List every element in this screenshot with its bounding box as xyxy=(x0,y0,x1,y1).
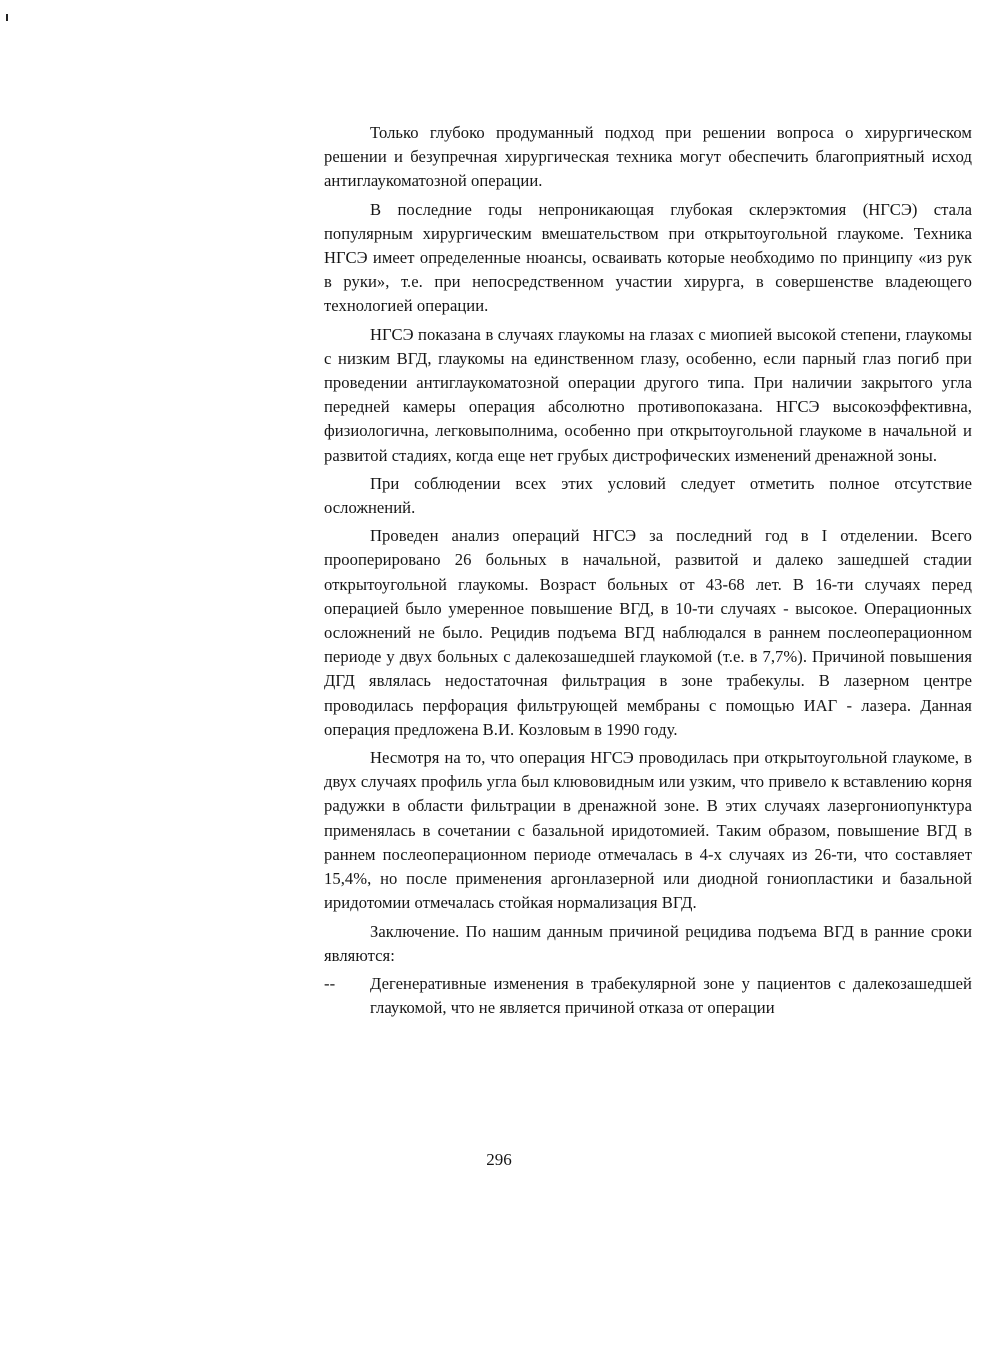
paragraph-no-complications: При соблюдении всех этих условий следует отметить полное отсутствие осложнений. xyxy=(324,473,972,518)
paragraph-intro: Только глубоко продуманный подход при решении вопроса о хирургическом решении и безупречная хирургическая техника могут обеспечить благоприятный исход антиглаукоматозной операции. xyxy=(324,123,972,191)
paragraph-indications: НГСЭ показана в случаях глаукомы на глазах с миопией высокой степени, глаукомы с низким ВГД, глаукомы на единственном глазу, особенно, если парный глаз погиб при проведении антиглаукоматозной операции другого типа. При наличии закрытого угла передней камеры операция абсолютно противопоказана. НГСЭ высокоэффективна, физиологична, легковыполнима, особенно при открытоугольной глаукоме в начальной и развитой стадиях, когда еще нет грубых дистрофических изменений дренажной зоны. xyxy=(324,324,972,465)
paragraph-conclusion: Заключение. По нашим данным причиной рецидива подъема ВГД в ранние сроки являются: xyxy=(324,921,972,965)
paragraph-angle-profile: Несмотря на то, что операция НГСЭ проводилась при открытоугольной глаукоме, в двух случаях профиль угла был клювовидным или узким, что привело к вставлению корня радужки в области фильтрации в дренажной зоне. В этих случаях лазергониопунктура применялась в сочетании с базальной иридотомией. Таким образом, повышение ВГД в раннем послеоперационном периоде отмечалась в 4-х случаях из 26-ти, что составляет 15,4%, но после применения аргонлазерной или диодной гониопластики и базальной иридотомии отмечалась стойкая нормализация ВГД. xyxy=(324,748,972,913)
paragraph-analysis: Проведен анализ операций НГСЭ за последний год в I отделении. Всего прооперировано 26 больных в начальной, развитой и далеко зашедшей стадии открытоугольной глаукомы. Возраст больных от 43-68 лет. В 16-ти случаях перед операцией было умеренное повышение ВГД, в 10-ти случаях - высокое. Операционных осложнений не было. Рецидив подъема ВГД наблюдался в раннем послеоперационном периоде у двух больных с далекозашедшей глаукомой (т.е. в 7,7%). Причиной повышения ДГД являлась недостаточная фильтрация в зоне трабекулы. В лазерном центре проводилась перфорация фильтрующей мембраны с помощью ИАГ - лазера. Данная операция предложена В.И. Козловым в 1990 году. xyxy=(324,526,972,739)
scan-artifact-mark xyxy=(6,14,8,21)
list-item xyxy=(324,972,972,1020)
bullet-text: Дегенеративные изменения в трабекулярной зоне у пациентов с далекозашедшей глаукомой, что не является причиной отказа от операции xyxy=(370,973,972,1018)
body-text xyxy=(324,121,972,1020)
paragraph-ngse-popularity: В последние годы непроникающая глубокая склерэктомия (НГСЭ) стала популярным хирургическим вмешательством при открытоугольной глаукоме. Техника НГСЭ имеет определенные нюансы, осваивать которые необходимо по принципу «из рук в руки», т.е. при непосредственном участии хирурга, в совершенстве владеющего технологией операции. xyxy=(324,199,972,316)
page-number: 296 xyxy=(486,1150,512,1169)
bullet-marker: -- xyxy=(324,973,336,993)
